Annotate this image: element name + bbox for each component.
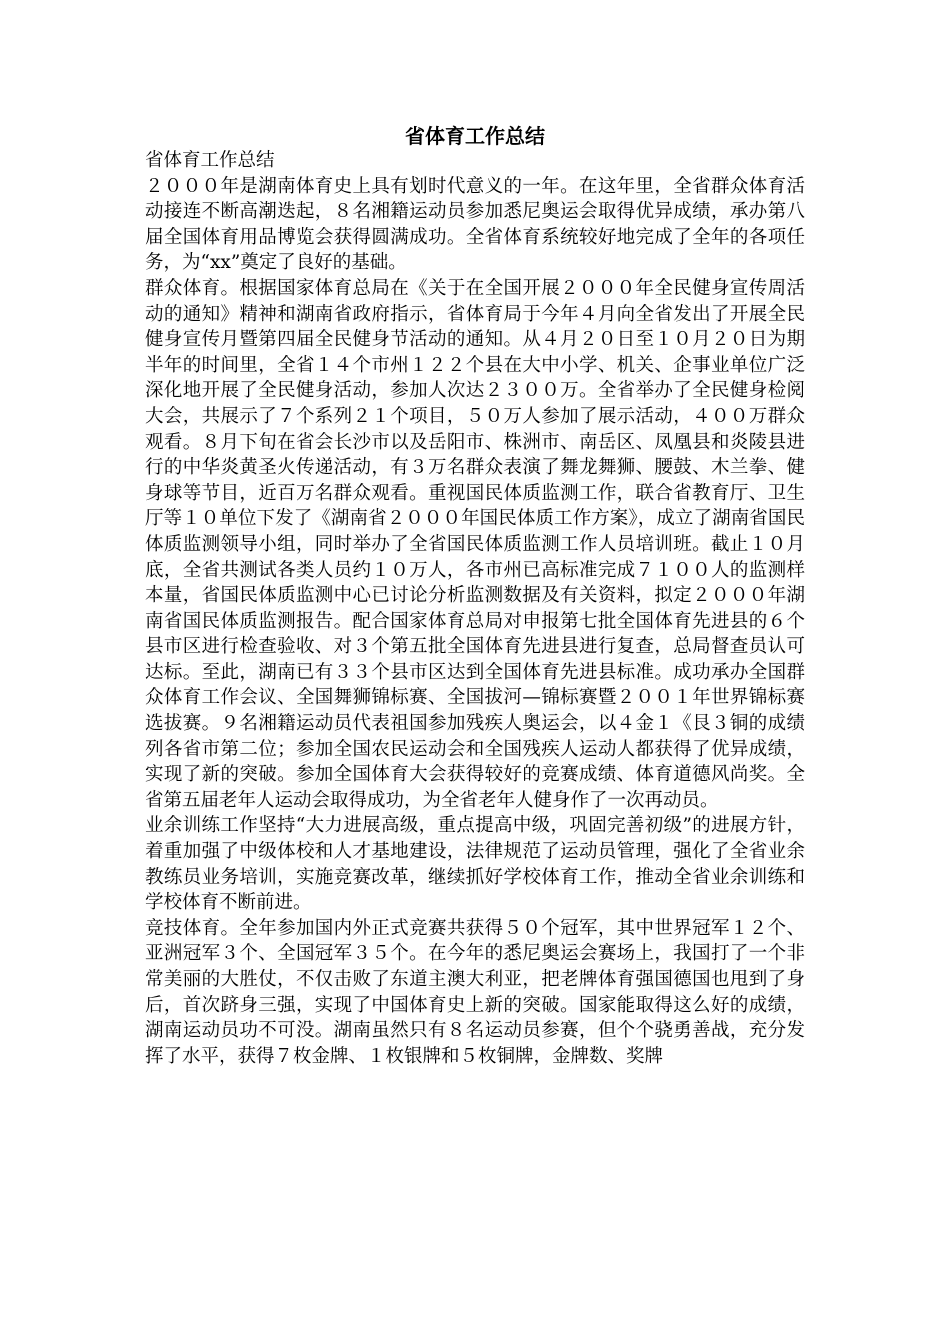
competitive-sports-paragraph: 竞技体育。全年参加国内外正式竞赛共获得５０个冠军，其中世界冠军１２个、亚洲冠军３个、全国冠军３５个。在今年的悉尼奥运会赛场上，我国打了一个非常美丽的大胜仗，不仅击败了东道主澳大利亚，把老牌体育强国德国也甩到了身后，首次跻身三强，实现了中国体育史上新的突破。国家能取得这么好的成绩，湖南运动员功不可没。湖南虽然只有８名运动员参赛，但个个骁勇善战，充分发挥了水平，获得７枚金牌、１枚银牌和５枚铜牌，金牌数、奖牌	[145, 917, 805, 1067]
amateur-training-paragraph: 业余训练工作坚持“大力进展高级，重点提高中级，巩固完善初级”的进展方针，着重加强了中级体校和人才基地建设，法律规范了运动员管理，强化了全省业余教练员业务培训，实施竞赛改革，继续抓好学校体育工作，推动全省业余训练和学校体育不断前进。	[145, 815, 805, 914]
subtitle-paragraph: 省体育工作总结	[145, 150, 275, 171]
document-body	[145, 148, 805, 1069]
mass-sports-paragraph: 群众体育。根据国家体育总局在《关于在全国开展２０００年全民健身宣传周活动的通知》精神和湖南省政府指示，省体育局于今年４月向全省发出了开展全民健身宣传月暨第四届全民健身节活动的通知。从４月２０日至１０月２０日为期半年的时间里，全省１４个市州１２２个县在大中小学、机关、企事业单位广泛深化地开展了全民健身活动，参加人次达２３００万。全省举办了全民健身检阅大会，共展示了７个系列２１个项目，５０万人参加了展示活动，４００万群众观看。８月下旬在省会长沙市以及岳阳市、株洲市、南岳区、凤凰县和炎陵县进行的中华炎黄圣火传递活动，有３万名群众表演了舞龙舞狮、腰鼓、木兰拳、健身球等节目，近百万名群众观看。重视国民体质监测工作，联合省教育厅、卫生厅等１０单位下发了《湖南省２０００年国民体质工作方案》，成立了湖南省国民体质监测领导小组，同时举办了全省国民体质监测工作人员培训班。截止１０月底，全省共测试各类人员约１０万人，各市州已高标准完成７１００人的监测样本量，省国民体质监测中心已讨论分析监测数据及有关资料，拟定２０００年湖南省国民体质监测报告。配合国家体育总局对申报第七批全国体育先进县的６个县市区进行检查验收、对３个第五批全国体育先进县进行复查，总局督查员认可达标。至此，湖南已有３３个县市区达到全国体育先进县标准。成功承办全国群众体育工作会议、全国舞狮锦标赛、全国拔河—锦标赛暨２００１年世界锦标赛选拔赛。９名湘籍运动员代表祖国参加残疾人奥运会，以４金１《艮３铜的成绩列各省市第二位；参加全国农民运动会和全国残疾人运动人都获得了优异成绩，实现了新的突破。参加全国体育大会获得较好的竞赛成绩、体育道德风尚奖。全省第五届老年人运动会取得成功，为全省老年人健身作了一次再动员。	[145, 277, 805, 811]
intro-paragraph: ２０００年是湖南体育史上具有划时代意义的一年。在这年里，全省群众体育活动接连不断高潮迭起，８名湘籍运动员参加悉尼奥运会取得优异成绩，承办第八届全国体育用品博览会获得圆满成功。全省体育系统较好地完成了全年的各项任务，为“xx”奠定了良好的基础。	[145, 175, 805, 274]
document-title: 省体育工作总结	[405, 124, 545, 148]
